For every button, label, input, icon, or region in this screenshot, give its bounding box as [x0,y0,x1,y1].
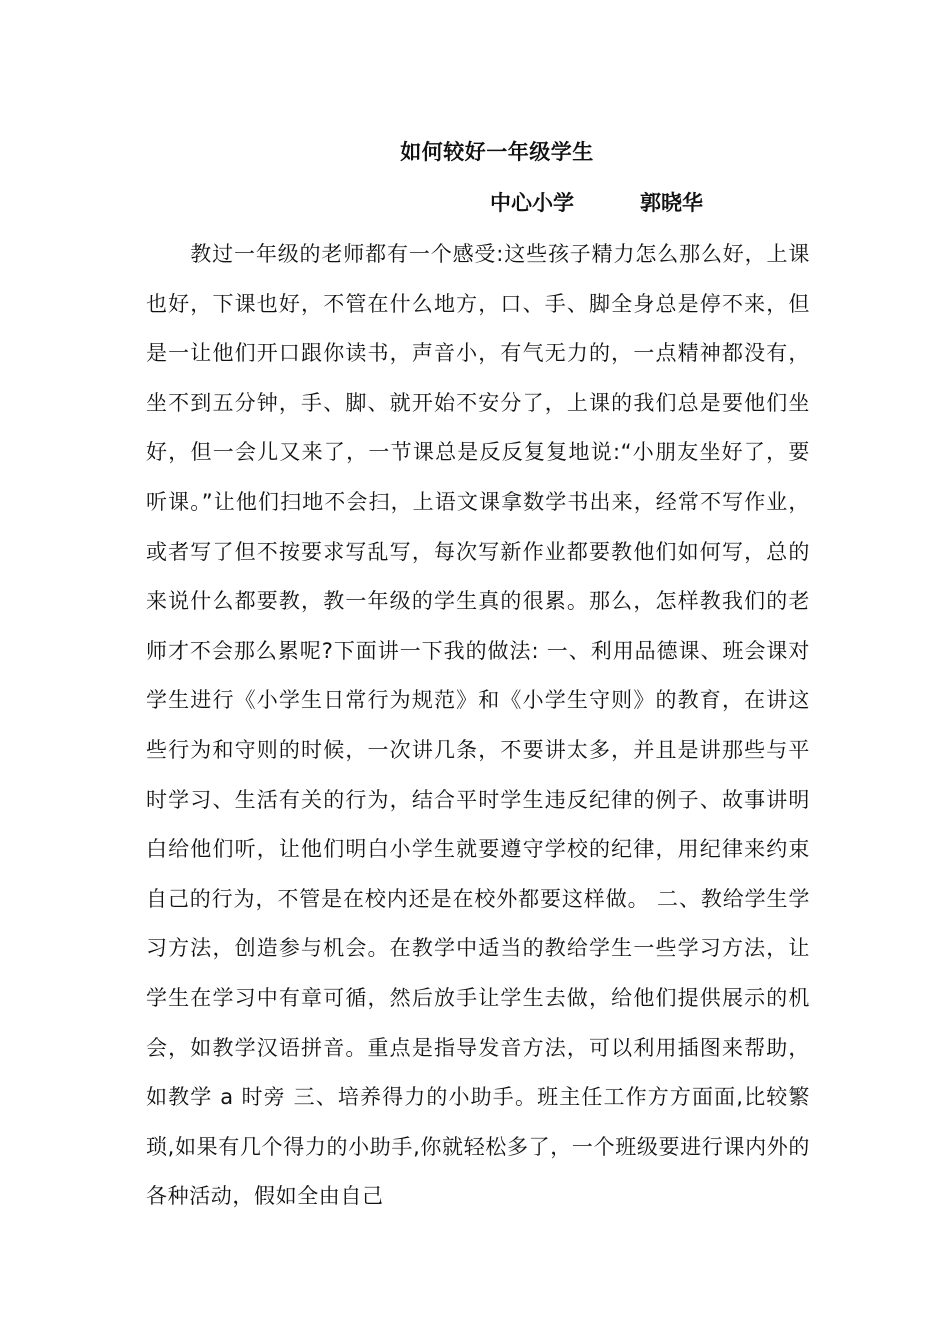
document-title: 如何较好一年级学生 [400,140,594,164]
paragraph-text: 教过一年级的老师都有一个感受:这些孩子精力怎么那么好，上课也好，下课也好，不管在什么地方，口、手、脚全身总是停不来，但是一让他们开口跟你读书，声音小，有气无力的，一点精神都没有，坐不到五分钟，手、脚、就开始不安分了，上课的我们总是要他们坐好，但一会儿又来了，一节课总是反反复复地说:“小朋友坐好了，要听课。”让他们扫地不会扫，上语文课拿数学书出来，经常不写作业，或者写了但不按要求写乱写，每次写新作业都要教他们如何写，总的来说什么都要教，教一年级的学生真的很累。那么，怎样教我们的老师才不会那么累呢?下面讲一下我的做法: 一、利用品德课、班会课对学生进行《小学生日常行为规范》和《小学生守则》的教育，在讲这些行为和守则的时候，一次讲几条，不要讲太多，并且是讲那些与平时学习、生活有关的行为，结合平时学生违反纪律的例子、故事讲明白给他们听，让他们明白小学生就要遵守学校的纪律，用纪律来约束自己的行为，不管是在校内还是在校外都要这样做。 二、教给学生学习方法，创造参与机会。在教学中适当的教给学生一些学习方法，让学生在学习中有章可循，然后放手让学生去做，给他们提供展示的机会，如教学汉语拼音。重点是指导发音方法，可以利用插图来帮助，如教学 a 时旁 三、培养得力的小助手。班主任工作方方面面,比较繁琐,如果有几个得力的小助手,你就轻松多了，一个班级要进行课内外的各种活动，假如全由自己 [146,242,810,1209]
byline [490,187,703,217]
author-name: 郭晓华 [640,191,703,215]
school-name: 中心小学 [490,191,574,215]
body-paragraph [146,230,810,1222]
